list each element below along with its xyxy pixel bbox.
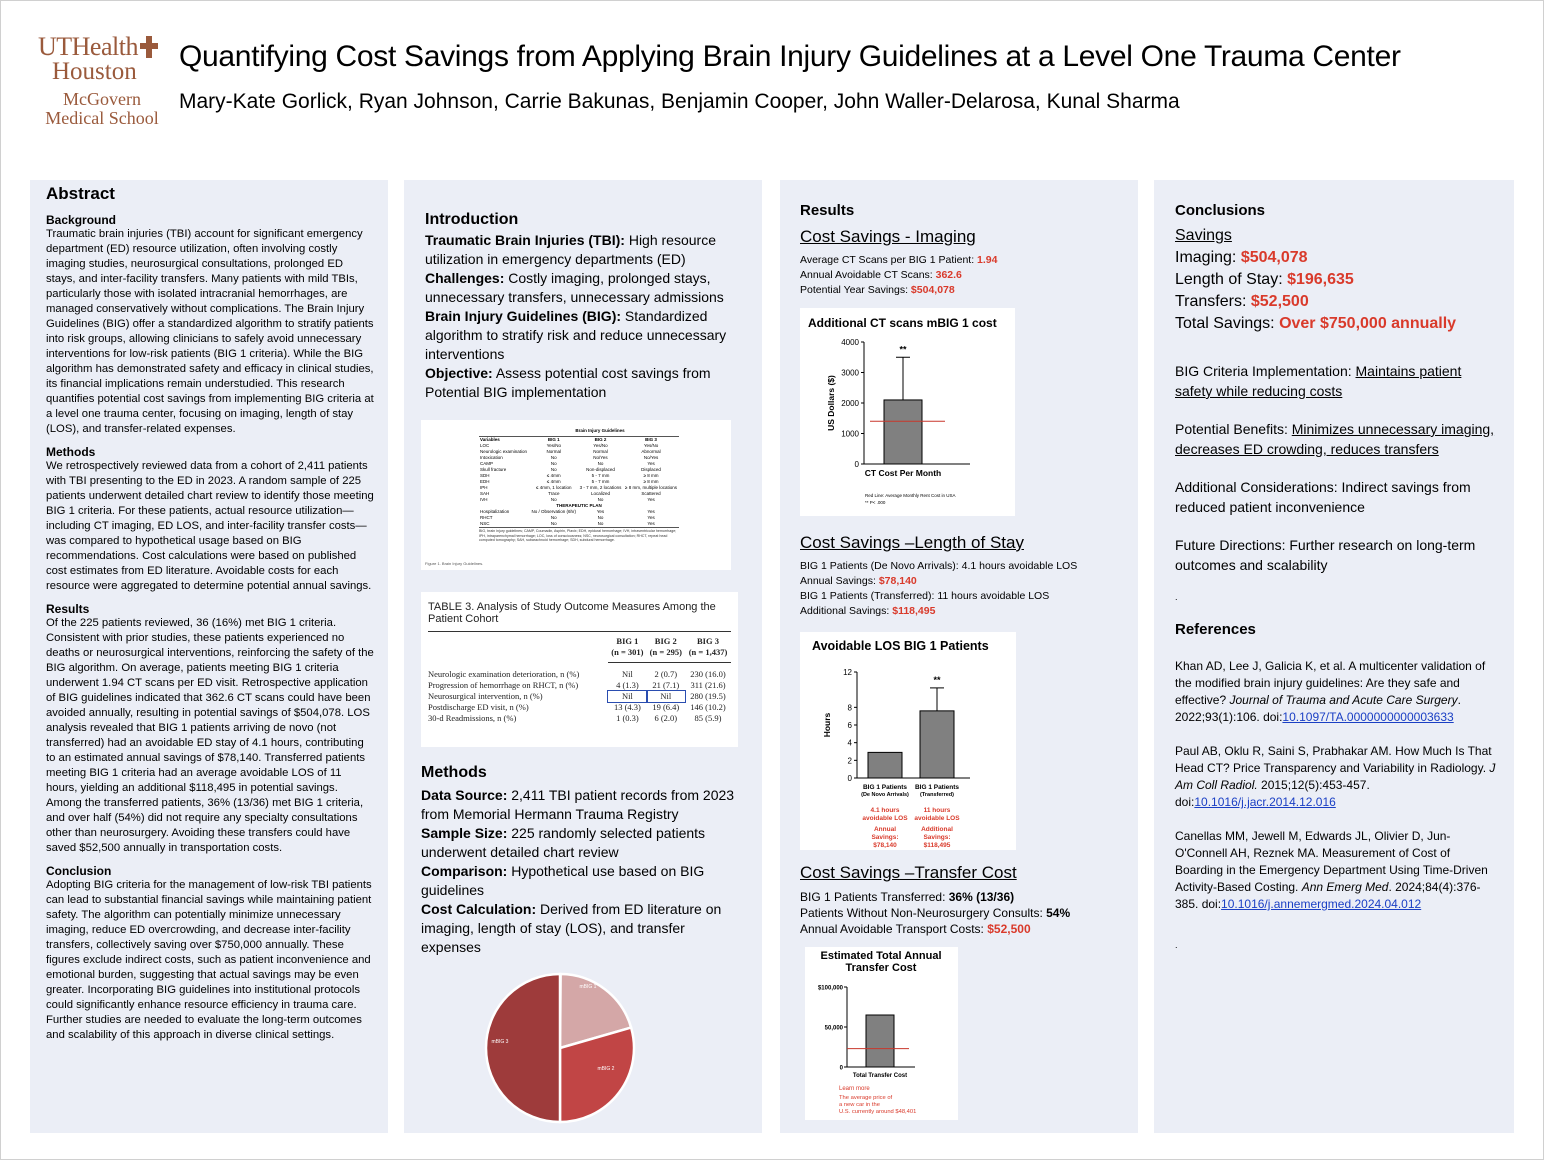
table3-row: Progression of hemorrhage on RHCT, n (%) 4 (1.3) 21 (7.1) 311 (21.6) [428,680,726,690]
ct-y-tick-label: 3000 [841,368,859,378]
reference-2: Paul AB, Oklu R, Saini S, Prabhakar AM. How Much Is That Head CT? Price Transparency and Variability in Radiology. J Am Coll Radiol. 2015;12(5):453-457. doi:10.1016/j.jacr.2014.12.016 [1175,744,1496,809]
abstract-panel [30,180,388,1133]
los-red-note-a: Annual [873,826,897,833]
methods-heading: Methods [421,764,487,781]
table3-n-row: (n = 301) (n = 295) (n = 1,437) [428,647,731,663]
ct-chart-title: Additional CT scans mBIG 1 cost [808,316,997,330]
conclusions-panel [1154,180,1514,1133]
abstract-results-heading: Results [46,602,90,616]
transfer-line2: Patients Without Non-Neurosurgery Consults: 54% [800,906,1071,920]
results-heading: Results [800,202,855,219]
ct-note1: Red Line: Average Monthly Rent Cost in USA [865,493,956,498]
ct-x-category: CT Cost Per Month [864,468,942,478]
logo-line4: Medical School [45,108,159,128]
transfer-note2: The average price of [839,1095,893,1101]
references-heading: References [1175,621,1256,638]
imaging-line1: Average CT Scans per BIG 1 Patient: 1.94 [800,254,998,266]
reference-3-doi-link[interactable]: 10.1016/j.annemergmed.2024.04.012 [1221,897,1422,911]
los-red-note-b: 11 hours [923,807,951,814]
imaging-line3: Potential Year Savings: $504,078 [800,284,955,296]
imaging-section-title: Cost Savings - Imaging [800,227,976,246]
los-chart [800,632,1016,850]
savings-transfers: Transfers: $52,500 [1175,293,1309,310]
transfer-section-title: Cost Savings –Transfer Cost [800,863,1017,882]
big-table-title: Brain Injury Guidelines [575,428,625,433]
los-section-title: Cost Savings –Length of Stay [800,533,1024,552]
savings-imaging: Imaging: $504,078 [1175,249,1308,266]
abstract-conclusion-heading: Conclusion [46,864,112,878]
reference-1: Khan AD, Lee J, Galicia K, et al. A multicenter validation of the modified brain injury guidelines: Are they safe and effective? Journal of Trauma and Acute Care Surgery. 2022;93(1):106. doi:10.1097/TA.0000000000003633 [1175,659,1486,724]
table3-figure [421,592,738,747]
intro-challenges: Challenges: Costly imaging, prolonged stays, unnecessary transfers, unnecessary admissions [425,270,724,305]
los-red-note-a: 4.1 hours [870,807,900,814]
methods-comparison: Comparison: Hypothetical use based on BIG guidelines [421,863,705,898]
los-red-note-b: Additional [921,826,953,833]
imaging-line2: Annual Avoidable CT Scans: 362.6 [800,269,962,281]
big-table-row: EDH ≤ 4mm 5 - 7 mm ≥ 8 mm [480,479,659,484]
transfer-bar [866,1015,894,1067]
los-significance: ** [933,674,941,685]
ct-cost-chart [800,308,1015,516]
big-pie-chart [480,968,640,1128]
pie-slice [486,974,560,1122]
los-red-note-a: Savings: [871,834,899,841]
ct-y-tick-label: 4000 [841,338,859,347]
table3-title: TABLE 3. Analysis of Study Outcome Measures Among the Patient Cohort [428,601,731,632]
abstract-methods-text: We retrospectively reviewed data from a cohort of 2,411 patients with TBI presenting to the ED in 2023. A random sample of 225 patients underwent detailed chart review to identify those meeting BIG 1 criteria. For these patients, actual resource utilization—including CT imaging, ED LOS, and inter-facility transfer costs—was compared to hypothetical usage based on BIG recommendations. Cost calculations were based on published cost estimates from ED literature. Avoidable costs for each resource were aggregated to determine potential annual savings. [46,460,374,592]
transfer-note1: Learn more [839,1086,870,1092]
transfer-x-category: Total Transfer Cost [852,1073,908,1079]
transfer-y-tick-label: 0 [839,1065,843,1072]
los-line2: Annual Savings: $78,140 [800,575,917,587]
transfer-chart-title: Estimated Total Annual Transfer Cost [820,950,942,974]
table3-table [428,636,731,724]
ct-y-tick-label: 0 [854,460,859,469]
uthealth-logo [38,34,166,128]
los-red-note-b: $118,495 [923,842,951,849]
big-table-row: SDH ≤ 4mm 5 - 7 mm ≥ 8 mm [480,473,659,478]
pie-slice-label: mBIG 2 [597,1066,615,1072]
savings-total: Total Savings: Over $750,000 annually [1175,315,1457,332]
ct-note2: ** P< .000 [865,500,886,505]
abstract-background-heading: Background [46,213,117,227]
big-table-row: SAH Trace Localized Scattered [480,491,661,496]
los-x-category: BIG 1 Patients [914,784,960,791]
table3-header-row: BIG 1 BIG 2 BIG 3 [616,636,719,646]
transfer-cost-chart [805,947,958,1120]
big-plan-row: Hospitalization No / Observation (6hr) Yes Yes [480,509,655,514]
intro-heading: Introduction [425,211,519,228]
transfer-line1: BIG 1 Patients Transferred: 36% (13/36) [800,890,1015,904]
methods-data-source: Data Source: 2,411 TBI patient records from 2023 from Memorial Hermann Trauma Registry [421,787,735,822]
reference-1-doi-link[interactable]: 10.1097/TA.0000000000003633 [1282,710,1454,724]
reference-3: Canellas MM, Jewell M, Edwards JL, Olivier D, Jun-O'Connell AH, Reznek MA. Measurement of Cost of Boarding in the Emergency Department Using Time-Driven Activity-Based Costing. Ann Emerg Med. 2024;84(4):376-385. doi:10.1016/j.annemergmed.2024.04.012 [1175,829,1488,911]
logo-cross-icon [140,36,158,58]
los-line1: BIG 1 Patients (De Novo Arrivals): 4.1 hours avoidable LOS [800,560,1078,572]
table3-row: 30-d Readmissions, n (%) 1 (0.3) 6 (2.0) 85 (5.9) [428,713,722,723]
future-directions: Future Directions: Further research on long-term outcomes and scalability [1175,537,1476,573]
reference-2-doi-link[interactable]: 10.1016/j.jacr.2014.12.016 [1194,795,1336,809]
abstract-background-text: Traumatic brain injuries (TBI) account for significant emergency department (ED) resource utilization, often involving costly imaging studies, neurosurgical consultations, prolonged ED stays, and inter-facility transfers. Many patients with mild TBIs, particularly those with isolated intracranial hemorrhages, are managed conservatively without complications. The Brain Injury Guidelines (BIG) offer a standardized algorithm to stratify patients into risk groups, allowing clinicians to safely avoid unnecessary interventions for low-risk patients (BIG 1 criteria). While the BIG algorithm has demonstrated safety and efficacy in clinical studies, its financial implications remain understudied. This research quantifies potential cost savings from implementing BIG criteria at a level one trauma center, focusing on imaging, length of stay (LOS), and transfer-related expenses. [46,228,374,435]
big-table-row: IVH No No Yes [480,497,655,502]
additional-considerations: Additional Considerations: Indirect savings from reduced patient inconvenience [1175,479,1471,515]
abstract-methods-heading: Methods [46,445,96,459]
los-x-category-sub: (Transferred) [920,792,954,798]
abstract-conclusion-text: Adopting BIG criteria for the management of low-risk TBI patients can lead to substantial financial savings while maintaining patient safety. The algorithm can potentially minimize unnecessary imaging, reduce ED overcrowding, and decrease inter-facility transfers, collectively saving over $750,000 annually. These figures exclude indirect costs, such as patient inconvenience and emotional burden, suggesting that actual savings may be even greater. Incorporating BIG guidelines into institutional protocols could significantly enhance resource efficiency in trauma care. Further studies are needed to evaluate the long-term outcomes and scalability of this approach in diverse clinical settings. [46,879,372,1041]
los-chart-title: Avoidable LOS BIG 1 Patients [812,639,989,653]
los-red-note-a: avoidable LOS [862,815,908,822]
big-table-header-row: Variables BIG 1 BIG 2 BIG 3 [480,437,657,442]
big-guidelines-figure [421,420,731,570]
big-guidelines-table [479,436,679,528]
conclusions-dot: . [1175,592,1178,602]
los-red-note-b: avoidable LOS [914,815,960,822]
savings-los: Length of Stay: $196,635 [1175,271,1354,288]
los-bar [868,752,902,778]
los-y-tick-label: 8 [847,703,852,713]
table3-row: Postdischarge ED visit, n (%) 13 (4.3) 19 (6.4) 146 (10.2) [428,702,726,712]
big-plan-row: NSC No No Yes [480,521,655,526]
los-x-category: BIG 1 Patients [862,784,908,791]
ct-y-label: US Dollars ($) [826,375,836,431]
poster-authors: Mary-Kate Gorlick, Ryan Johnson, Carrie Bakunas, Benjamin Cooper, John Waller-Delarosa, Kunal Sharma [179,90,1180,113]
transfer-note2: a new car in the [839,1102,880,1108]
big-table-row: LOC Yes/No Yes/No Yes/No [480,443,659,448]
pie-slice-label: mBIG 3 [491,1039,509,1045]
ct-significance: ** [899,344,907,355]
los-y-tick-label: 0 [847,774,852,783]
references-dot: . [1175,940,1178,950]
transfer-section [800,863,1130,937]
big-table-row: CAMP No No Yes [480,461,655,466]
los-y-tick-label: 12 [843,668,852,677]
table3-row: Neurologic examination deterioration, n (%) Nil 2 (0.7) 230 (16.0) [428,668,726,679]
methods-section [421,763,741,957]
los-red-note-a: $78,140 [873,842,897,849]
ct-bar [884,400,922,464]
intro-tbi: Traumatic Brain Injuries (TBI): High resource utilization in emergency departments (ED) [425,232,716,267]
los-y-tick-label: 2 [847,756,852,766]
potential-benefits: Potential Benefits: Minimizes unnecessary imaging, decreases ED crowding, reduces transfers [1175,421,1495,457]
big-table-note: BIG, brain injury guidelines; CAMP, Coumadin, Aspirin, Plavix; EDH, epidural hemorrhage; IVH, intraventricular hemorrhage; IPH, intraparenchymal hemorrhage; LOC, loss of consciousness; NSC, neurosurgical consultation; RHCT, repeat head computed tomography; SAH, subarachnoid hemorrhage; SDH, subdural hemorrhage. [479,529,677,542]
abstract-heading: Abstract [46,184,115,203]
transfer-note2: U.S. currently around $48,401 [839,1109,917,1115]
logo-line3: McGovern [63,89,141,109]
ct-y-tick-label: 2000 [841,399,859,408]
intro-big: Brain Injury Guidelines (BIG): Standardized algorithm to stratify risk and reduce unnecessary interventions [425,308,727,362]
los-x-category-sub: (De Novo Arrivals) [861,792,909,798]
logo-line2: Houston [52,58,137,85]
big-figure-caption: Figure 1. Brain Injury Guidelines. [425,561,484,566]
intro-objective: Objective: Assess potential cost savings from Potential BIG implementation [425,365,711,400]
big-implementation: BIG Criteria Implementation: Maintains patient safety while reducing costs [1175,363,1462,399]
los-bar [920,711,954,778]
los-red-note-b: Savings: [923,834,951,841]
big-plan-row: RHCT No No Yes [480,515,655,520]
los-y-tick-label: 6 [847,721,852,730]
savings-heading: Savings [1175,227,1232,244]
poster-title: Quantifying Cost Savings from Applying Brain Injury Guidelines at a Level One Trauma Center [179,40,1401,73]
abstract-results-text: Of the 225 patients reviewed, 36 (16%) met BIG 1 criteria. Consistent with prior studies, these patients experienced no deaths or neurosurgical interventions, reinforcing the safety of the BIG algorithm. On average, patients meeting BIG 1 criteria underwent 1.94 CT scans per ED visit. Retrospective application of BIG guidelines indicated that 362.6 CT scans could have been avoided annually, resulting in potential savings of $504,078. LOS analysis revealed that BIG 1 patients arriving de novo (not transferred) had an avoidable ED stay of 4.1 hours, contributing to an estimated annual savings of $78,140. Transferred patients meeting BIG 1 criteria had an average avoidable LOS of 11 hours, yielding an additional $118,495 in potential savings. Among the transferred patients, 36% (13/36) met BIG 1 criteria, and over half (54%) did not require any specialty consultations other than neurosurgery. Avoiding these transfers could have saved $52,500 annually in transportation costs. [46,617,374,854]
big-table-row: Intoxication No No/Yes No/Yes [480,455,659,460]
los-y-tick-label: 4 [847,738,852,748]
transfer-line3: Annual Avoidable Transport Costs: $52,500 [800,922,1031,936]
transfer-y-tick-label: $100,000 [817,985,843,992]
methods-sample-size: Sample Size: 225 randomly selected patients underwent detailed chart review [421,825,706,860]
big-table-row: Neurologic examination Normal Normal Abnormal [480,449,661,454]
ct-y-tick-label: 1000 [841,429,859,439]
transfer-y-tick-label: 50,000 [824,1025,843,1032]
big-table-row: IPH ≤ 4mm, 1 location 3 - 7 mm, 2 locations ≥ 8 mm, multiple locations [480,485,678,490]
los-section [800,533,1130,619]
los-line4: Additional Savings: $118,495 [800,605,936,617]
big-table-row: Skull fracture No Non-displaced Displaced [480,467,661,472]
methods-cost-calculation: Cost Calculation: Derived from ED literature on imaging, length of stay (LOS), and transfer expenses [421,901,722,955]
table3-row: Neurosurgical intervention, n (%) Nil Nil 280 (19.5) [428,691,726,701]
logo-line1: UTHealth [38,32,138,61]
pie-slice-label: mBIG 1 [579,984,597,990]
conclusions-heading: Conclusions [1175,202,1266,219]
los-line3: BIG 1 Patients (Transferred): 11 hours avoidable LOS [800,590,1050,602]
big-plan-title-row: THERAPEUTIC PLAN [556,503,602,508]
los-y-label: Hours [822,712,832,738]
